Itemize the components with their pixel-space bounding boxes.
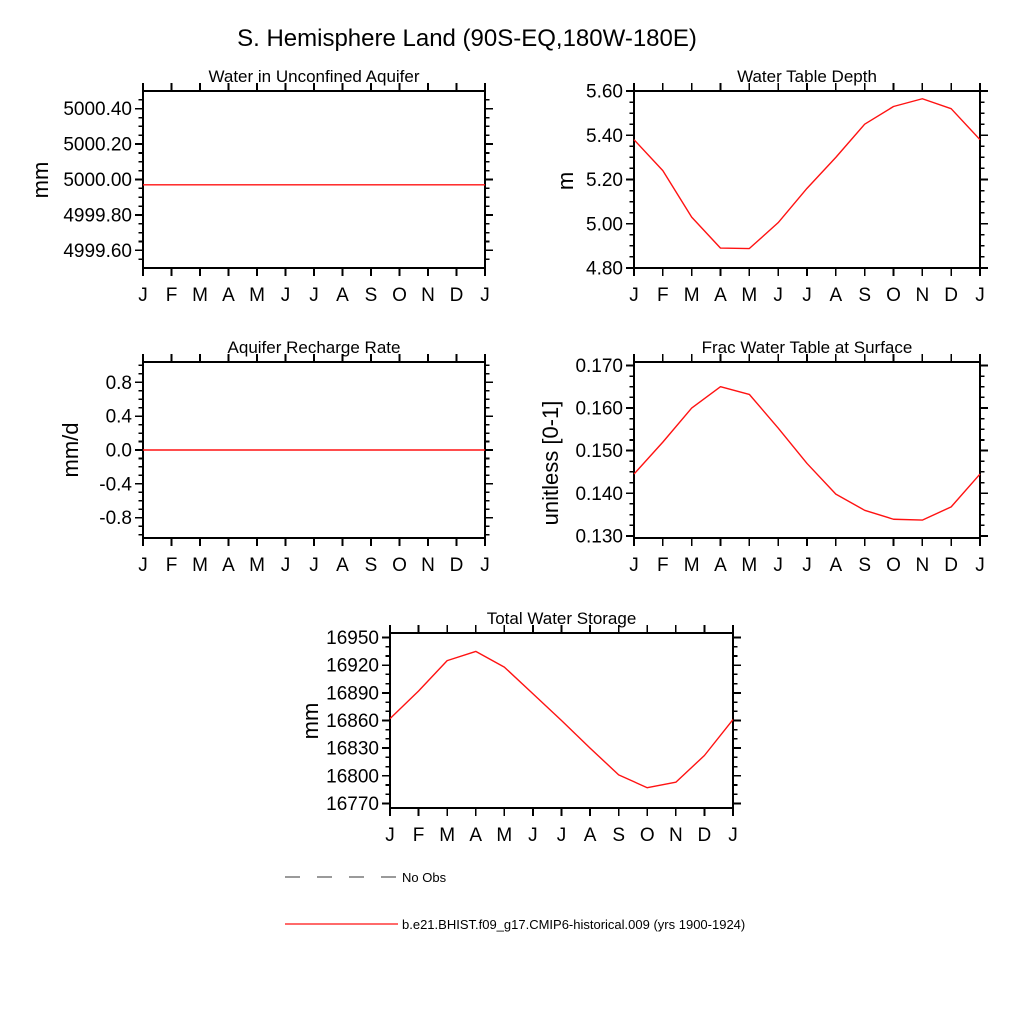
svg-text:S: S [364, 555, 378, 576]
svg-text:0.150: 0.150 [575, 441, 623, 463]
panel-title: Aquifer Recharge Rate [227, 338, 401, 357]
svg-text:S: S [612, 825, 626, 846]
panel-title: Frac Water Table at Surface [701, 338, 913, 357]
svg-text:0.160: 0.160 [575, 398, 623, 420]
legend-label-no-obs: No Obs [402, 870, 447, 885]
svg-text:-0.8: -0.8 [99, 508, 132, 530]
svg-text:16950: 16950 [326, 628, 379, 650]
svg-text:M: M [439, 825, 456, 846]
svg-text:J: J [975, 285, 985, 306]
svg-text:O: O [392, 555, 407, 576]
water-in-unconfined-aquifer-plot [48, 77, 507, 316]
svg-text:S: S [364, 285, 378, 306]
svg-text:4999.80: 4999.80 [63, 205, 132, 227]
panel-title: Total Water Storage [486, 609, 637, 628]
svg-text:0.140: 0.140 [575, 483, 623, 505]
figure-title: S. Hemisphere Land (90S-EQ,180W-180E) [237, 25, 697, 52]
svg-text:A: A [222, 285, 235, 306]
svg-text:J: J [556, 825, 567, 846]
svg-text:0.8: 0.8 [105, 372, 132, 394]
svg-text:4.80: 4.80 [586, 258, 623, 280]
svg-text:J: J [385, 825, 395, 846]
svg-text:5.20: 5.20 [586, 170, 623, 191]
svg-text:N: N [915, 285, 930, 306]
svg-text:J: J [773, 555, 783, 576]
svg-text:D: D [697, 825, 712, 846]
svg-text:5.60: 5.60 [586, 81, 623, 103]
svg-text:5.40: 5.40 [586, 125, 623, 147]
svg-text:J: J [280, 285, 291, 306]
svg-text:A: A [222, 555, 235, 576]
svg-text:N: N [421, 285, 435, 306]
svg-text:J: J [629, 555, 639, 576]
svg-text:A: A [829, 285, 843, 306]
svg-text:J: J [528, 825, 538, 846]
water-table-depth-plot [539, 77, 1002, 316]
svg-text:16830: 16830 [326, 738, 379, 760]
y-axis-label: mm [28, 161, 53, 199]
svg-text:M: M [192, 555, 208, 576]
svg-text:J: J [138, 285, 148, 306]
svg-text:A: A [336, 555, 349, 576]
svg-text:F: F [165, 285, 178, 306]
svg-text:5000.00: 5000.00 [63, 170, 132, 191]
svg-text:A: A [336, 285, 349, 306]
svg-text:J: J [309, 555, 319, 576]
svg-text:J: J [975, 555, 985, 576]
svg-text:A: A [583, 825, 597, 846]
svg-text:16860: 16860 [326, 711, 379, 732]
svg-text:A: A [714, 285, 727, 306]
panel-title: Water Table Depth [737, 67, 877, 86]
svg-text:F: F [412, 825, 425, 846]
svg-text:A: A [469, 825, 483, 846]
svg-text:4999.60: 4999.60 [63, 240, 132, 262]
svg-text:A: A [714, 555, 727, 576]
svg-text:D: D [944, 285, 959, 306]
svg-text:J: J [280, 555, 291, 576]
svg-text:16770: 16770 [326, 793, 379, 815]
svg-text:16920: 16920 [326, 655, 379, 677]
aquifer-recharge-rate-plot [48, 348, 507, 586]
svg-text:J: J [138, 555, 148, 576]
svg-text:J: J [728, 825, 738, 846]
svg-text:M: M [683, 555, 700, 576]
svg-text:D: D [449, 555, 464, 576]
svg-text:J: J [802, 555, 812, 576]
svg-text:0.170: 0.170 [575, 355, 623, 377]
svg-text:O: O [639, 825, 655, 846]
y-axis-label: m [553, 171, 578, 191]
svg-text:N: N [668, 825, 683, 846]
svg-text:0.0: 0.0 [105, 440, 132, 462]
svg-text:F: F [657, 555, 669, 576]
svg-text:J: J [773, 285, 783, 306]
svg-text:S: S [858, 285, 872, 306]
model-line-sample [284, 919, 402, 929]
svg-text:M: M [496, 825, 513, 846]
svg-text:D: D [449, 285, 464, 306]
svg-text:J: J [629, 285, 639, 306]
svg-text:M: M [683, 285, 700, 306]
total-water-storage-plot [295, 619, 755, 856]
svg-text:N: N [421, 555, 435, 576]
svg-text:0.4: 0.4 [105, 406, 132, 428]
svg-text:O: O [886, 285, 901, 306]
y-axis-label: unitless [0-1] [538, 400, 563, 526]
svg-text:O: O [392, 285, 407, 306]
svg-text:0.130: 0.130 [575, 526, 623, 548]
svg-text:M: M [741, 285, 758, 306]
svg-text:D: D [944, 555, 959, 576]
y-axis-label: mm/d [58, 422, 83, 478]
no-obs-line-sample [284, 872, 402, 882]
svg-text:A: A [829, 555, 843, 576]
svg-text:J: J [802, 285, 812, 306]
svg-text:S: S [858, 555, 872, 576]
svg-text:5.00: 5.00 [586, 214, 623, 236]
svg-text:N: N [915, 555, 930, 576]
svg-text:M: M [741, 555, 758, 576]
svg-text:M: M [249, 285, 265, 306]
svg-text:M: M [192, 285, 208, 306]
svg-text:16890: 16890 [326, 683, 379, 705]
svg-text:16800: 16800 [326, 766, 379, 788]
svg-text:-0.4: -0.4 [99, 474, 132, 496]
svg-text:M: M [249, 555, 265, 576]
frac-water-table-at-surface-plot [539, 348, 1002, 586]
svg-text:5000.20: 5000.20 [63, 134, 132, 156]
svg-text:J: J [309, 285, 319, 306]
panel-title: Water in Unconfined Aquifer [208, 67, 420, 86]
svg-text:F: F [657, 285, 669, 306]
legend-label-model: b.e21.BHIST.f09_g17.CMIP6-historical.009 (yrs 1900-1924) [402, 917, 746, 932]
y-axis-label: mm [298, 702, 323, 740]
svg-text:5000.40: 5000.40 [63, 99, 132, 121]
svg-text:O: O [886, 555, 901, 576]
svg-text:J: J [480, 285, 490, 306]
svg-text:F: F [165, 555, 178, 576]
svg-text:J: J [480, 555, 490, 576]
